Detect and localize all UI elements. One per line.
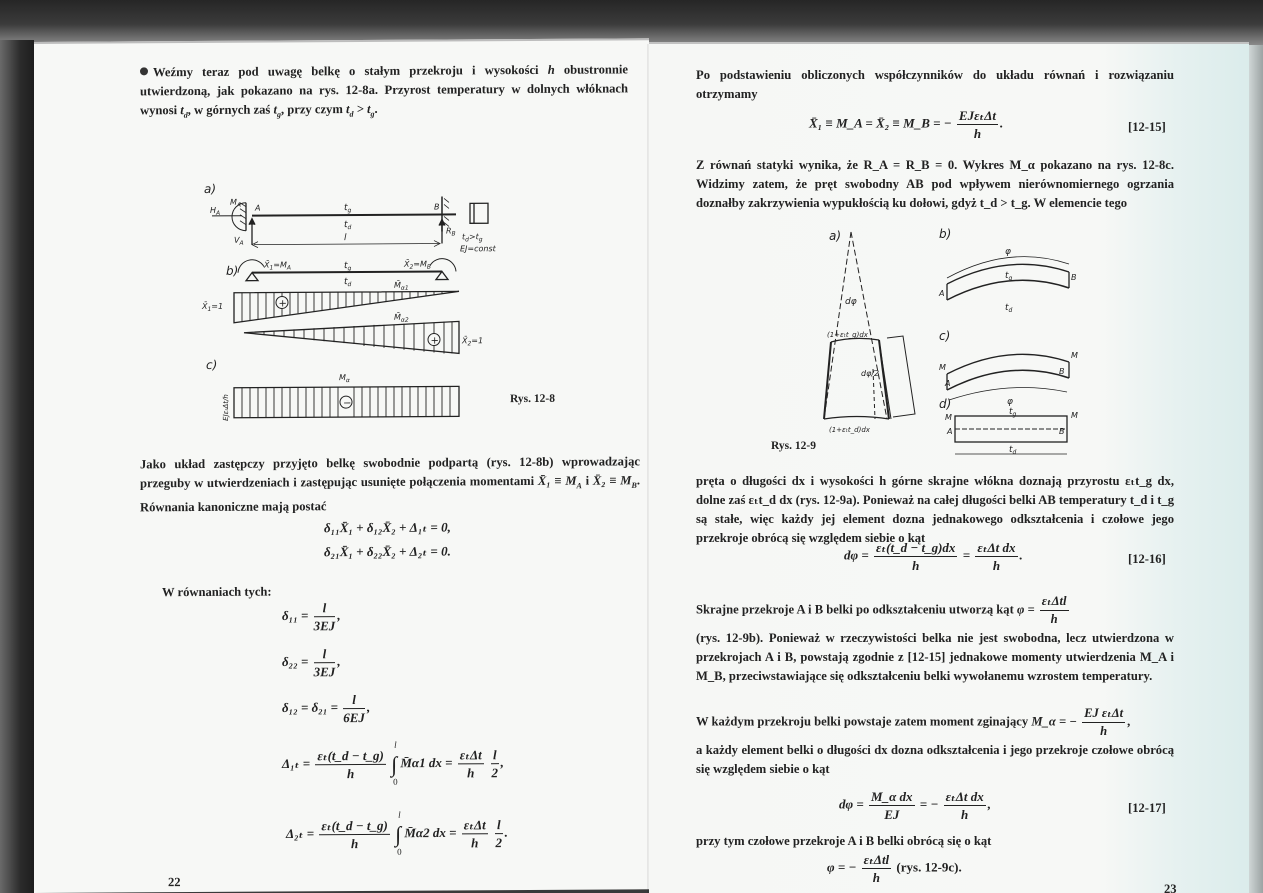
equation-12-15: X̄₁ ≡ M_A = X̄₂ ≡ M_B = − $\frac{\text{EJεₜΔt}}{h}$ . — [809, 108, 1004, 141]
equation-12-17: dφ = $\frac{\text{M\_α dx}}{EJ}$ = − $\frac{\text{εₜΔt dx}}{h}$ , — [839, 789, 991, 822]
paragraph-frontal-sections: przy tym czołowe przekroje A i B belki obrócą się o kąt — [696, 834, 992, 848]
svg-text:X̄2=MB: $X̄_2=M_B$ — [404, 259, 432, 271]
paragraph-substitution: Po podstawieniu obliczonych współczynników do układu równań i rozwiązaniu otrzymamy — [696, 68, 1174, 101]
svg-text:a): a) — [829, 229, 842, 243]
svg-text:M: M — [1071, 351, 1078, 360]
paragraph-substitute-system: Jako układ zastępczy przyjęto belkę swobodnie podpartą (rys. 12-8b) wprowadzając przeguby w utwierdzeniach i zastępując usunięte połączenia momentami X̄₁ ≡ $M_A$ i X̄₂ ≡ $M_B$. Równania kanoniczne mają postać — [140, 454, 640, 514]
svg-text:+: + — [430, 335, 439, 347]
svg-text:(1+εₜt_d)dx: (1+εₜt_d)dx — [829, 426, 870, 434]
svg-text:tg: $t_g$ — [344, 261, 352, 273]
coefficient-d22: δ₂₂ = $\frac{l}{3EJ}$ , — [282, 646, 341, 680]
svg-text:HA: $H_A$ — [210, 205, 221, 217]
svg-text:B: B — [434, 202, 440, 212]
page-edge-shadow — [1249, 45, 1263, 893]
plus-sign-icon — [276, 296, 288, 309]
svg-text:EJεₜΔt/h: EJεₜΔt/h — [222, 394, 230, 421]
svg-text:EJ=const: EJ=const — [460, 244, 496, 254]
svg-text:X̄2=1: $X̄_2=1$ — [462, 336, 484, 348]
svg-text:A: A — [255, 203, 261, 213]
svg-text:td: $t_d$ — [1005, 303, 1013, 314]
in-equations-label: W równaniach tych: — [162, 584, 272, 600]
svg-text:A: A — [939, 289, 945, 298]
page-number-left: 22 — [168, 875, 181, 890]
figure-12-8 — [194, 171, 524, 433]
svg-text:tg: $t_g$ — [1005, 271, 1013, 282]
svg-text:l: l — [344, 233, 347, 244]
equation-final-phi: φ = − $\frac{\text{εₜΔtl}}{h}$ (rys. 12-9c). — [827, 852, 962, 885]
svg-text:dφ: dφ — [845, 297, 857, 307]
svg-text:B: B — [1059, 367, 1065, 376]
equation-label-12-16: [12-16] — [1128, 552, 1166, 566]
svg-text:c): c) — [206, 357, 218, 372]
book-spine-shadow — [0, 40, 34, 893]
svg-text:(1+εₜt_g)dx: (1+εₜt_g)dx — [827, 331, 868, 339]
svg-text:M̄α1: $M̄_{\alpha 1}$ — [394, 280, 409, 292]
svg-text:td: $t_d$ — [344, 220, 352, 232]
svg-text:X̄1=1: $X̄_1=1$ — [202, 301, 224, 313]
svg-text:tg: $t_g$ — [344, 203, 352, 215]
equation-12-16: dφ = $\frac{\text{εₜ(t\_d − t\_g)dx}}{h}$ = $\frac{\text{εₜΔt dx}}{h}$ . — [844, 540, 1023, 573]
svg-text:M̄α2: $M̄_{\alpha 2}$ — [394, 312, 409, 324]
equation-label-12-15: [12-15] — [1128, 120, 1166, 134]
svg-text:c): c) — [939, 329, 951, 343]
right-page — [649, 42, 1249, 893]
svg-text:φ: φ — [1005, 247, 1011, 257]
svg-text:td>tg: $t_d>t_g$ — [462, 232, 483, 244]
svg-text:X̄1=MA: $X̄_1=M_A$ — [264, 260, 292, 272]
svg-text:B: B — [1059, 427, 1065, 436]
svg-text:VA: $V_A$ — [234, 235, 244, 247]
svg-text:A: A — [945, 379, 951, 388]
svg-text:M: M — [945, 413, 952, 422]
figure-caption-12-9: Rys. 12-9 — [771, 440, 816, 452]
svg-text:b): b) — [939, 227, 952, 241]
svg-text:b): b) — [226, 263, 239, 278]
coefficient-delta-2t: Δ₂ₜ = $\frac{\text{εₜ(t\_d − t\_g)}}{h}$ ∫ l 0 M̄α2 dx = $\frac{\text{εₜΔt}}{h}$ $\frac{l}{2}$ . — [286, 809, 508, 857]
coefficient-delta-1t: Δ₁ₜ = $\frac{\text{εₜ(t\_d − t\_g)}}{h}$ ∫ l 0 M̄α1 dx = $\frac{\text{εₜΔt}}{h}$ $\frac{l}{2}$ , — [282, 739, 504, 787]
svg-text:td: $t_d$ — [1009, 445, 1017, 456]
svg-text:tg: $t_g$ — [1009, 407, 1017, 418]
svg-text:d): d) — [939, 397, 952, 411]
canonical-equation-2: δ₂₁X̄₁ + δ₂₂X̄₂ + Δ₂ₜ = 0. — [324, 543, 451, 560]
figure-12-9 — [779, 214, 1099, 464]
svg-text:+: + — [278, 298, 287, 310]
svg-text:M: M — [1071, 411, 1078, 420]
svg-text:RB: $R_B$ — [446, 226, 456, 238]
equation-label-12-17: [12-17] — [1128, 801, 1166, 815]
left-page — [34, 38, 649, 893]
paragraph-bending-moment: W każdym przekroju belki powstaje zatem moment zginający M_α = − $\frac{\text{EJ εₜΔt}}{h}$ , a każdy element belki o długości dx dozna odkształcenia i jego przekroje czołowe obrócą się względem siebie o kąt — [696, 706, 1174, 776]
page-number-right: 23 — [1164, 882, 1177, 893]
coefficient-d12: δ₁₂ = δ₂₁ = $\frac{l}{6EJ}$ , — [282, 692, 371, 726]
figure-caption-12-8: Rys. 12-8 — [510, 392, 555, 406]
svg-text:φ: φ — [1007, 397, 1013, 407]
canonical-equation-1: δ₁₁X̄₁ + δ₁₂X̄₂ + Δ₁ₜ = 0, — [324, 519, 451, 536]
intro-paragraph: Weźmy teraz pod uwagę belkę o stałym przekroju i wysokości h obustronnie utwierdzoną, jak pokazano na rys. 12-8a. Przyrost temperatury w dolnych włóknach wynosi $t_d$, w górnych zaś $t_g$, przy czym $t_d > t_g$. — [140, 62, 628, 120]
bullet-icon — [140, 67, 148, 75]
svg-text:dφ/2: dφ/2 — [861, 369, 880, 378]
svg-text:a): a) — [204, 181, 217, 196]
paragraph-statics: Z równań statyki wynika, że R_A = R_B = 0. Wykres M_α pokazano na rys. 12-8c. Widzimy zatem, że pręt swobodny AB pod wpływem nierównomiernego ogrzania doznałby zakrzywienia wypukłością ku dołowi, gdyż t_d > t_g. W elemencie tego — [696, 158, 1174, 210]
svg-text:M: M — [939, 363, 946, 372]
coefficient-d11: δ₁₁ = $\frac{l}{3EJ}$ , — [282, 600, 341, 634]
paragraph-element: pręta o długości dx i wysokości h górne skrajne włókna doznają przyrostu εₜt_g dx, dolne zaś εₜt_d dx (rys. 12-9a). Ponieważ na całej długości belki AB temperatury t_d i t_g są stałe, więc każdy jej element dozna jednakowego odkształcenia i czołowe jego przekroje obrócą się względem siebie o kąt — [696, 474, 1174, 545]
svg-text:A: A — [947, 427, 953, 436]
svg-text:MA: $M_A$ — [230, 197, 242, 209]
svg-text:B: B — [1071, 273, 1077, 282]
svg-text:td: $t_d$ — [344, 277, 352, 289]
svg-text:−: − — [343, 398, 352, 410]
plus-sign-icon — [428, 334, 440, 347]
svg-text:Mα: $M_\alpha$ — [339, 373, 350, 385]
minus-sign-icon — [340, 396, 352, 409]
paragraph-extreme-sections: Skrajne przekroje A i B belki po odkształceniu utworzą kąt φ = $\frac{\text{εₜΔtl}}{h}$ (rys. 12-9b). Ponieważ w rzeczywistości belka nie jest swobodna, lecz utwierdzona w przekrojach A i B, powstają zgodnie z [12-15] jednakowe momenty utwierdzenia M_A i M_B, przeciwstawiające się odkształceniu belki wywołanemu wzrostem temperatury. — [696, 594, 1174, 683]
